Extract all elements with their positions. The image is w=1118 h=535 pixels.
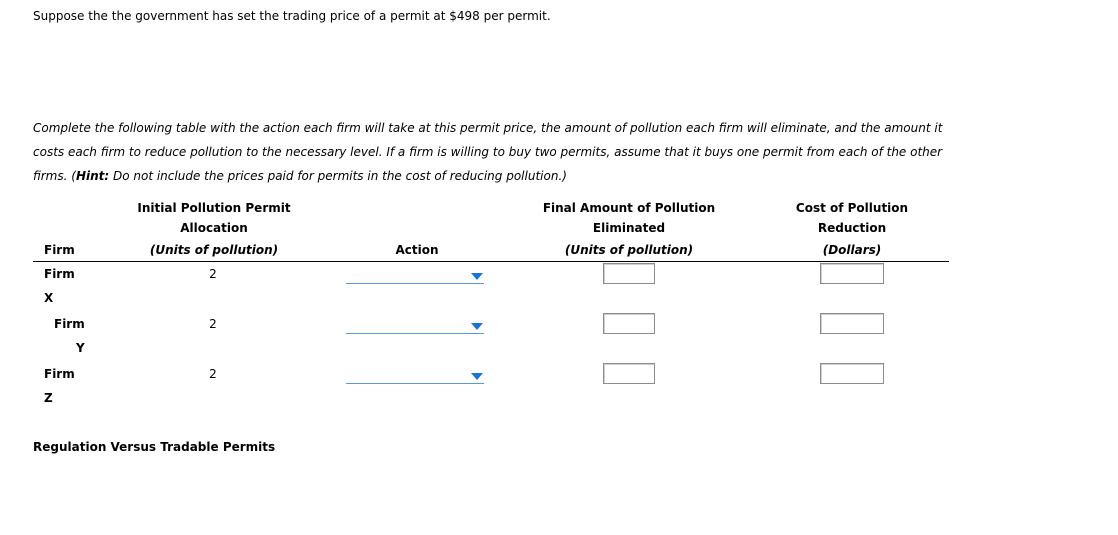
header-final-unit: (Units of pollution) (564, 243, 694, 257)
instructions (33, 116, 963, 188)
intro-text: Suppose the the government has set the trading price of a permit at $498 per permit. (33, 9, 551, 23)
header-final-line2: Eliminated (592, 221, 666, 235)
chevron-down-icon (471, 323, 483, 330)
firm-x-cost-input[interactable] (820, 263, 884, 284)
firm-y-action-dropdown[interactable] (346, 317, 484, 334)
firm-z-letter: Z (44, 391, 53, 405)
firm-y-cost-input[interactable] (820, 313, 884, 334)
firm-z-initial-allocation: 2 (209, 367, 217, 381)
firm-y-final-eliminated-input[interactable] (603, 313, 655, 334)
header-final-eliminated (535, 198, 723, 260)
header-cost-line2: Reduction (817, 221, 887, 235)
header-initial-allocation (130, 198, 298, 260)
firm-x-final-eliminated-input[interactable] (603, 263, 655, 284)
section-heading: Regulation Versus Tradable Permits (33, 440, 276, 454)
chevron-down-icon (471, 273, 483, 280)
firm-z-action-dropdown[interactable] (346, 367, 484, 384)
firm-y-label: Firm (54, 317, 85, 331)
firm-y-letter: Y (76, 341, 85, 355)
header-initial-line2: Allocation (180, 221, 248, 235)
firm-x-action-dropdown[interactable] (346, 267, 484, 284)
header-firm: Firm (44, 243, 75, 257)
header-initial-line1: Initial Pollution Permit (137, 201, 291, 215)
instructions-part2: Do not include the prices paid for permits in the cost of reducing pollution.) (109, 169, 567, 183)
firm-x-initial-allocation: 2 (209, 267, 217, 281)
header-cost (790, 198, 914, 260)
firm-y-initial-allocation: 2 (209, 317, 217, 331)
chevron-down-icon (471, 373, 483, 380)
header-cost-line1: Cost of Pollution (795, 201, 909, 215)
hint-label: Hint: (75, 169, 110, 183)
firm-z-final-eliminated-input[interactable] (603, 363, 655, 384)
firm-x-label: Firm (44, 267, 75, 281)
header-action: Action (395, 243, 439, 257)
firm-x-letter: X (44, 291, 54, 305)
header-cost-unit: (Dollars) (822, 243, 882, 257)
firm-z-cost-input[interactable] (820, 363, 884, 384)
header-initial-unit: (Units of pollution) (149, 243, 279, 257)
header-divider (33, 261, 949, 262)
firm-z-label: Firm (44, 367, 75, 381)
instructions-part1: Complete the following table with the action each firm will take at this permit price, the amount of pollution each firm will eliminate, and the amount it costs each firm to reduce pollution to the necessary level. If a firm is willing to buy two permits, assume that it buys one permit from each of the other firms. ( (33, 121, 943, 183)
header-final-line1: Final Amount of Pollution (542, 201, 716, 215)
